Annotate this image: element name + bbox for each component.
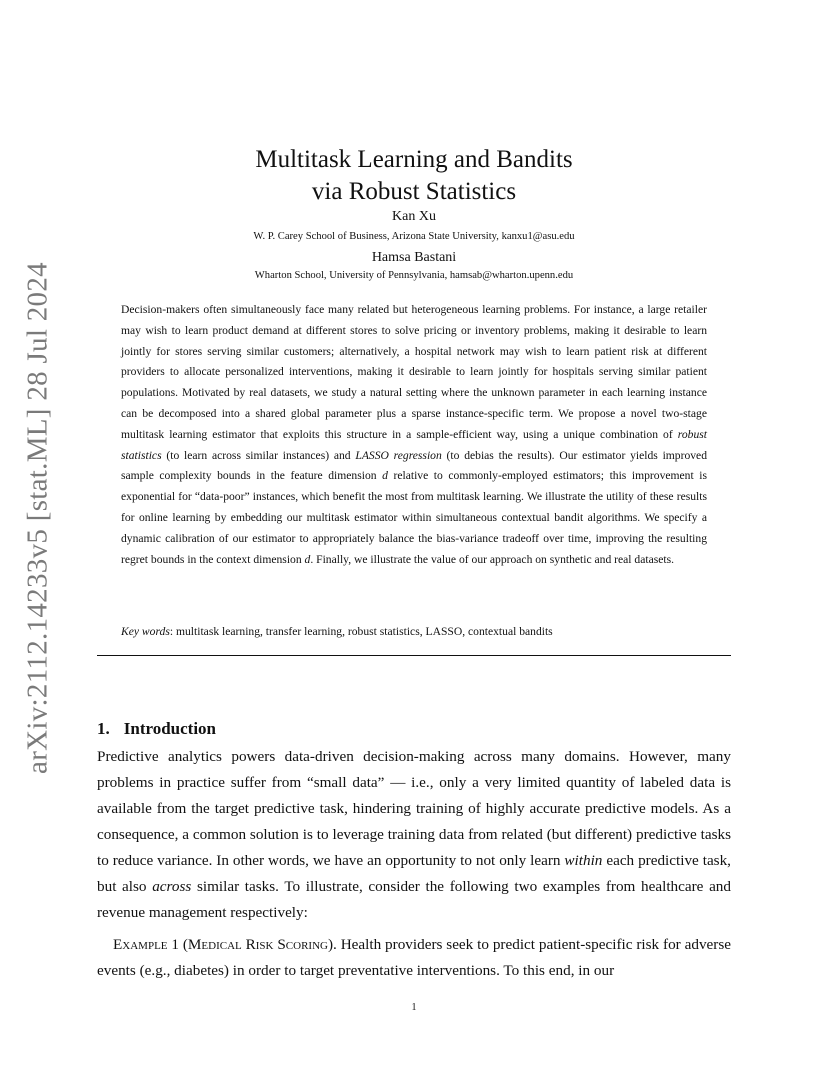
example-paragraph: [97, 932, 731, 984]
intro-emph-within: within: [564, 852, 603, 869]
author-affiliation-2: Wharton School, University of Pennsylvania, hamsab@wharton.upenn.edu: [254, 270, 574, 281]
abstract: [121, 300, 707, 570]
section-title: Introduction: [123, 719, 217, 738]
keywords-text: multitask learning, transfer learning, robust statistics, LASSO, contextual bandits: [175, 625, 553, 638]
abstract-var-d-1: d: [382, 469, 388, 483]
example-text: Health providers seek to predict patient-specific risk for adverse events (e.g., diabetes) in order to target preventative interventions. To this end, in our: [97, 936, 731, 979]
abstract-text-2: (to learn across similar instances) and: [161, 448, 356, 462]
abstract-emph-lasso: LASSO regression: [355, 448, 442, 462]
section-heading-introduction: [97, 719, 216, 739]
abstract-text-1: Decision-makers often simultaneously face many related but heterogeneous learning problems. For instance, a large retailer may wish to learn product demand at different stores to solve pricing or inventory problems, making it desirable to learn jointly for stores serving similar customers; alternatively, a hospital network may wish to learn patient risk at different providers to allocate personalized interventions, making it desirable to learn jointly for hospitals serving similar patient populations. Motivated by real datasets, we study a natural setting where the unknown parameter in each learning instance can be decomposed into a shared global parameter plus a sparse instance-specific term. We propose a novel two-stage multitask learning estimator that exploits this structure in a sample-efficient way, using a unique combination of: [121, 303, 707, 441]
title-line-1: Multitask Learning and Bandits: [255, 145, 573, 173]
abstract-emph-robust-statistics: robust statistics: [121, 427, 707, 462]
keywords-label: Key words: [121, 625, 170, 638]
title-line-2: via Robust Statistics: [311, 177, 517, 205]
author-affiliation-1: W. P. Carey School of Business, Arizona State University, kanxu1@asu.edu: [253, 231, 575, 242]
section-divider: [97, 655, 731, 656]
author-name-1: Kan Xu: [392, 209, 436, 224]
intro-emph-across: across: [152, 878, 192, 895]
page-number: 1: [411, 1002, 417, 1013]
section-number: 1.: [97, 719, 110, 738]
abstract-var-d-2: d: [304, 552, 311, 566]
intro-text-2: each predictive task, but also: [97, 852, 731, 895]
keywords-separator: :: [169, 625, 176, 638]
arxiv-identifier: arXiv:2112.14233v5 [stat.ML] 28 Jul 2024: [21, 262, 54, 774]
abstract-text-5: . Finally, we illustrate the value of our approach on synthetic and real datasets.: [310, 552, 675, 566]
intro-paragraph: [97, 744, 731, 926]
keywords: [121, 625, 707, 638]
abstract-text-4: relative to commonly-employed estimators; this improvement is exponential for “data-poor” instances, which benefit the most from multitask learning. We illustrate the utility of these results for online learning by embedding our multitask estimator within simultaneous contextual bandit algorithms. We specify a dynamic calibration of our estimator to appropriately balance the bias-variance tradeoff over time, improving the resulting regret bounds in the context dimension: [121, 469, 707, 566]
intro-text-3: similar tasks. To illustrate, consider the following two examples from healthcare and revenue management respectively:: [97, 878, 731, 921]
abstract-text-3: (to debias the results). Our estimator yields improved sample complexity bounds in the feature dimension: [121, 448, 707, 483]
example-label: Example 1 (Medical Risk Scoring).: [113, 936, 337, 953]
paper-title: [0, 144, 828, 208]
intro-text-1: Predictive analytics powers data-driven decision-making across many domains. However, many problems in practice suffer from “small data” — i.e., only a very limited quantity of labeled data is available from the target predictive task, hindering training of highly accurate predictive models. As a consequence, a common solution is to leverage training data from related (but different) predictive tasks to reduce variance. In other words, we have an opportunity to not only learn: [97, 748, 731, 869]
author-name-2: Hamsa Bastani: [371, 250, 457, 265]
